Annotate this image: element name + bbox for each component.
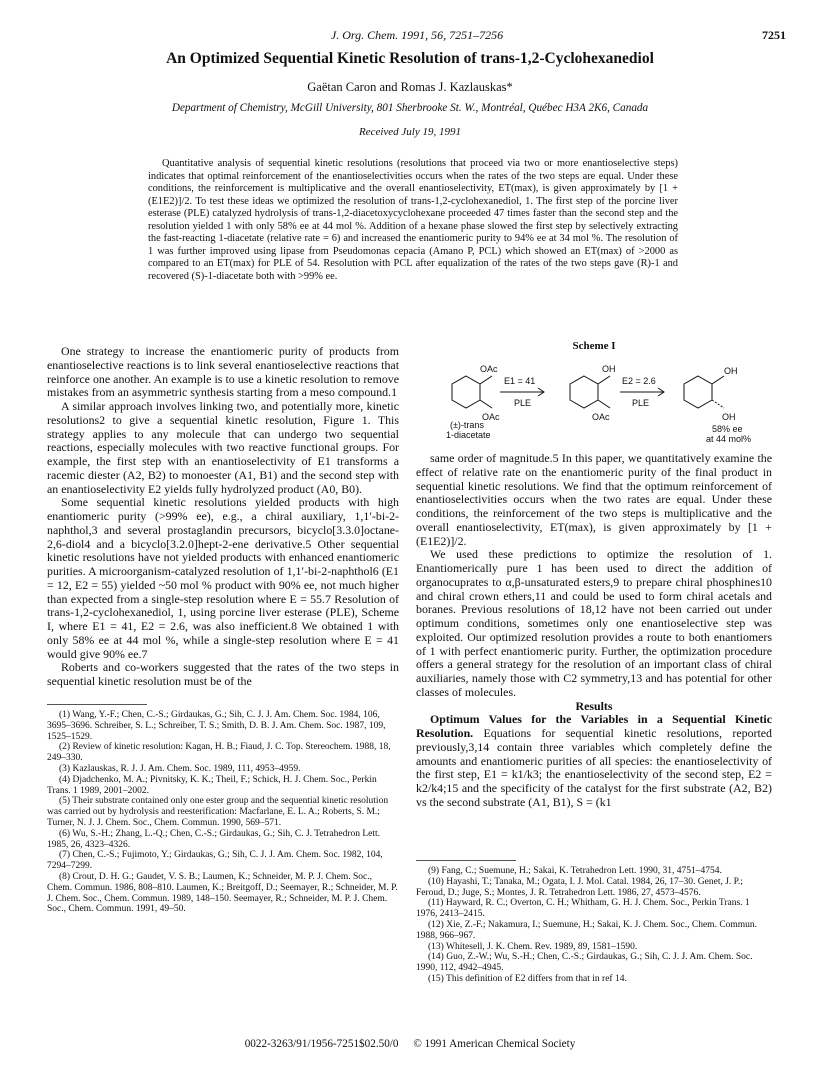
footnote: (12) Xie, Z.-F.; Nakamura, I.; Suemune, H.; Sakai, K. J. Chem. Soc., Chem. Commun. 1988, 966–967.	[416, 919, 758, 941]
footnote: (3) Kazlauskas, R. J. J. Am. Chem. Soc. 1989, 111, 4953–4959.	[59, 763, 301, 774]
article-code: 0022-3263/91/1956-7251$02.50/0	[244, 1038, 399, 1050]
catalyst-label: PLE	[632, 398, 650, 408]
paragraph: We used these predictions to optimize the resolution of 1. Enantiomerically pure 1 has been used to direct the addition of organocuprates to α,β-unsaturated esters,9 to prepare chiral phosphines10 and chiral crown ethers,11 and could be used to form chiral acetals and boranes. Previous resolutions of 18,12 have not been carried out under optimum conditions, sometimes only one enantioselective step was exploited. Our optimized resolution provides a route to both enantiomers of 1 with perfect enantiomeric purity. Further, the optimization procedure offers a general strategy for the resolution of an important class of chiral auxiliaries, namely those with C2 symmetry,13 and has potential for other classes of molecules.	[416, 547, 772, 699]
received-date: Received July 19, 1991	[358, 126, 461, 138]
footnote: (11) Hayward, R. C.; Overton, C. H.; Whitham, G. H. J. Chem. Soc., Perkin Trans. 1 1976, 2413–2415.	[416, 898, 750, 920]
footnote: (13) Whitesell, J. K. Chem. Rev. 1989, 89, 1581–1590.	[428, 941, 638, 952]
footnotes-right	[416, 866, 772, 985]
article-title: An Optimized Sequential Kinetic Resolution of trans-1,2-Cyclohexanediol	[166, 50, 654, 67]
footnote: (6) Wu, S.-H.; Zhang, L.-Q.; Chen, C.-S.; Girdaukas, G.; Sih, C. J. Tetrahedron Lett. 1985, 26, 4323–4326.	[47, 828, 381, 850]
paragraph: A similar approach involves linking two, and potentially more, kinetic resolutions2 to give a sequential kinetic resolution, Figure 1. This strategy applies to any molecule that can undergo two sequential reactions, especially molecules with two reactive functional groups. For example, the first step with an enantioselectivity of E1 transforms a racemic diester (A2, B2) to monoester (A1, B1) and the second step with an enantioselectivity E2 yields fully hydrolyzed product (A0, B0).	[47, 399, 399, 496]
scheme-title: Scheme I	[572, 340, 616, 352]
paragraph: One strategy to increase the enantiomeric purity of products from enantioselective reactions is to link several enantioselective reactions that reinforce one another. An example is to use a kinetic resolution to remove mistakes from an asymmetric synthesis starting from a meso compound.1	[47, 344, 399, 400]
footnote: (2) Review of kinetic resolution: Kagan, H. B.; Fiaud, J. C. Top. Stereochem. 1988, 18, 249–330.	[47, 742, 391, 764]
running-header	[48, 28, 786, 44]
cyclohexane-ring-1	[452, 376, 480, 408]
footnote: (7) Chen, C.-S.; Fujimoto, Y.; Girdaukas, G.; Sih, C. J. J. Am. Chem. Soc. 1982, 104, 7294–7299.	[47, 850, 383, 872]
paragraph-text: Equations for sequential kinetic resolutions, reported previously,3,14 contain three variables which completely define the amounts and enantiomeric purities of all species: the enantioselectivity of the first step, E1 = k1/k3; the enantioselectivity of the second step, E2 = k2/k4;15 and the specificity of the catalyst for the first substrate (A2, B2) vs the second substrate (A1, B1), S = (k1	[416, 726, 772, 809]
oac-label: OAc	[482, 412, 500, 422]
footnote: (1) Wang, Y.-F.; Chen, C.-S.; Girdaukas, G.; Sih, C. J. J. Am. Chem. Soc. 1984, 106, 3695–3696. Schreiber, S. L.; Schreiber, T. S.; Smith, D. B. J. Am. Chem. Soc. 1987, 109, 1525–1529.	[47, 710, 386, 742]
abstract: Quantitative analysis of sequential kinetic resolutions (resolutions that proceed via two or more enantioselective steps) indicates that optimal reinforcement of the enantioselectivities occurs when the rates of the two steps are equal. Under these conditions, the reinforcement is multiplicative and the overall enantioselectivity, ET(max), is given approximately by [1 + (E1E2)]/2. To test these ideas we optimized the resolution of trans-1,2-cyclohexanediol, 1. The first step of the porcine liver esterase (PLE) catalyzed hydrolysis of trans-1,2-diacetoxycyclohexane proceeded 47 times faster than the second step and the resolution yielded 1 with only 58% ee at 44 mol %. Addition of a hexane phase slowed the first step by selectively extracting the fast-reacting 1-diacetate (relative rate = 6) and increased the enantiomeric purity to 94% ee at 34 mol %. The resolution of 1 was further improved using lipase from Pseudomonas cepacia (Amano P, PCL) which showed an ET(max) of >2000 as compared to an ET(max) for PLE of 54. Resolution with PCL after equalization of the rates of the two steps gave (R)-1 and recovered (S)-1-diacetate both with >99% ee.	[148, 158, 678, 282]
subsection-heading: Optimum Values for the Variables in a Sequential Kinetic Resolution.	[416, 712, 772, 740]
start-label: (±)-trans	[450, 420, 484, 430]
e1-label: E1 = 41	[504, 376, 536, 386]
left-column	[47, 345, 399, 689]
footnote: (4) Djadchenko, M. A.; Pivnitsky, K. K.; Theil, F.; Schick, H. J. Chem. Soc., Perkin Trans. 1 1989, 2001–2002.	[47, 774, 377, 796]
footnote-rule	[416, 860, 516, 861]
footnote: (5) Their substrate contained only one ester group and the sequential kinetic resolution was carried out by hydrolysis and reesterification: Macfarlane, E. L. A.; Roberts, S. M.; Turner, N. J. J. Chem. Soc., Chem. Commun. 1990, 569–571.	[47, 796, 389, 828]
cyclohexane-ring-2	[570, 376, 598, 408]
affiliation: Department of Chemistry, McGill University, 801 Sherbrooke St. W., Montréal, Québec H3A 2K6, Canada	[171, 102, 649, 114]
paragraph: Roberts and co-workers suggested that the rates of the two steps in sequential kinetic resolution must be of the	[47, 660, 399, 688]
cyclohexane-ring-3	[684, 376, 712, 408]
footnote: (8) Crout, D. H. G.; Gaudet, V. S. B.; Laumen, K.; Schneider, M. P. J. Chem. Soc., Chem. Commun. 1986, 808–810. Laumen, K.; Breitgoff, D.; Seemayer, R.; Schneider, M. P. J. Chem. Soc., Chem. Commun. 1989, 148–150. Seemayer, R.; Schneider, M. P. J. Chem. Soc., Chem. Commun. 1991, 49–50.	[47, 871, 398, 915]
footnote: (10) Hayashi, T.; Tanaka, M.; Ogata, I. J. Mol. Catal. 1984, 26, 17–30. Genet, J. P.; Feroud, D.; Juge, S.; Montes, J. R. Tetrahedron Lett. 1986, 27, 4573–4576.	[416, 876, 743, 898]
page-footer	[0, 1038, 820, 1050]
section-heading: Results	[575, 698, 613, 713]
oh-label: OH	[722, 412, 736, 422]
catalyst-label: PLE	[514, 398, 532, 408]
footnotes-left	[47, 710, 399, 915]
paragraph	[416, 713, 772, 809]
journal-citation: J. Org. Chem. 1991, 56, 7251–7256	[330, 28, 504, 42]
footnote: (15) This definition of E2 differs from that in ref 14.	[428, 973, 627, 984]
right-column	[416, 452, 772, 810]
oac-label: OAc	[480, 364, 498, 374]
footnote-rule	[47, 704, 147, 705]
footnote: (9) Fang, C.; Suemune, H.; Sakai, K. Tetrahedron Lett. 1990, 31, 4751–4754.	[428, 866, 722, 876]
footnote: (14) Guo, Z.-W.; Wu, S.-H.; Chen, C.-S.; Girdaukas, G.; Sih, C. J. J. Am. Chem. Soc. 1990, 112, 4942–4945.	[416, 952, 753, 974]
scheme-drawing	[416, 354, 772, 446]
product-label: at 44 mol%	[706, 434, 752, 444]
copyright: © 1991 American Chemical Society	[413, 1038, 576, 1050]
authors: Gaëtan Caron and Romas J. Kazlauskas*	[307, 80, 513, 94]
e2-label: E2 = 2.6	[622, 376, 656, 386]
page-number: 7251	[762, 28, 786, 42]
paragraph: Some sequential kinetic resolutions yielded products with high enantiomeric purity (>99% ee), e.g., a chiral auxiliary, 1,1′-bi-2-naphthol,3 and several prostaglandin precursors, bicyclo[3.3.0]octane-2,6-diol4 and a bicyclo[3.2.0]hept-2-ene derivative.5 Other sequential kinetic resolutions have not yielded products with enhanced enantiomeric purities. A microorganism-catalyzed resolution of 1,1′-bi-2-naphthol6 (E1 = 12, E2 = 55) yielded ~50 mol % product with 90% ee, not much higher than expected from a single-step resolution where E = 55.7 Resolution of trans-1,2-cyclohexanediol, 1, using porcine liver esterase (PLE), Scheme I, where E1 = 41, E2 = 2.6, was also inefficient.8 We obtained 1 with only 58% ee at 44 mol %, while a single-step resolution where E = 41 would give 90% ee.7	[47, 495, 399, 661]
oh-label: OH	[602, 364, 616, 374]
oac-label: OAc	[592, 412, 610, 422]
paragraph: same order of magnitude.5 In this paper, we quantitatively examine the effect of relative rate on the enantiomeric purity of the final product in sequential kinetic resolutions. We find that the optimum reinforcement of enantioselectivities occurs when the two rates are equal. Under these conditions, the reinforcement of the two steps is multiplicative and the overall enantioselectivity, ET(max), is given approximately by [1 + (E1E2)]/2.	[416, 451, 772, 548]
start-label: 1-diacetate	[446, 430, 491, 440]
scheme-1	[416, 340, 772, 448]
product-label: 58% ee	[712, 424, 743, 434]
oh-label: OH	[724, 366, 738, 376]
